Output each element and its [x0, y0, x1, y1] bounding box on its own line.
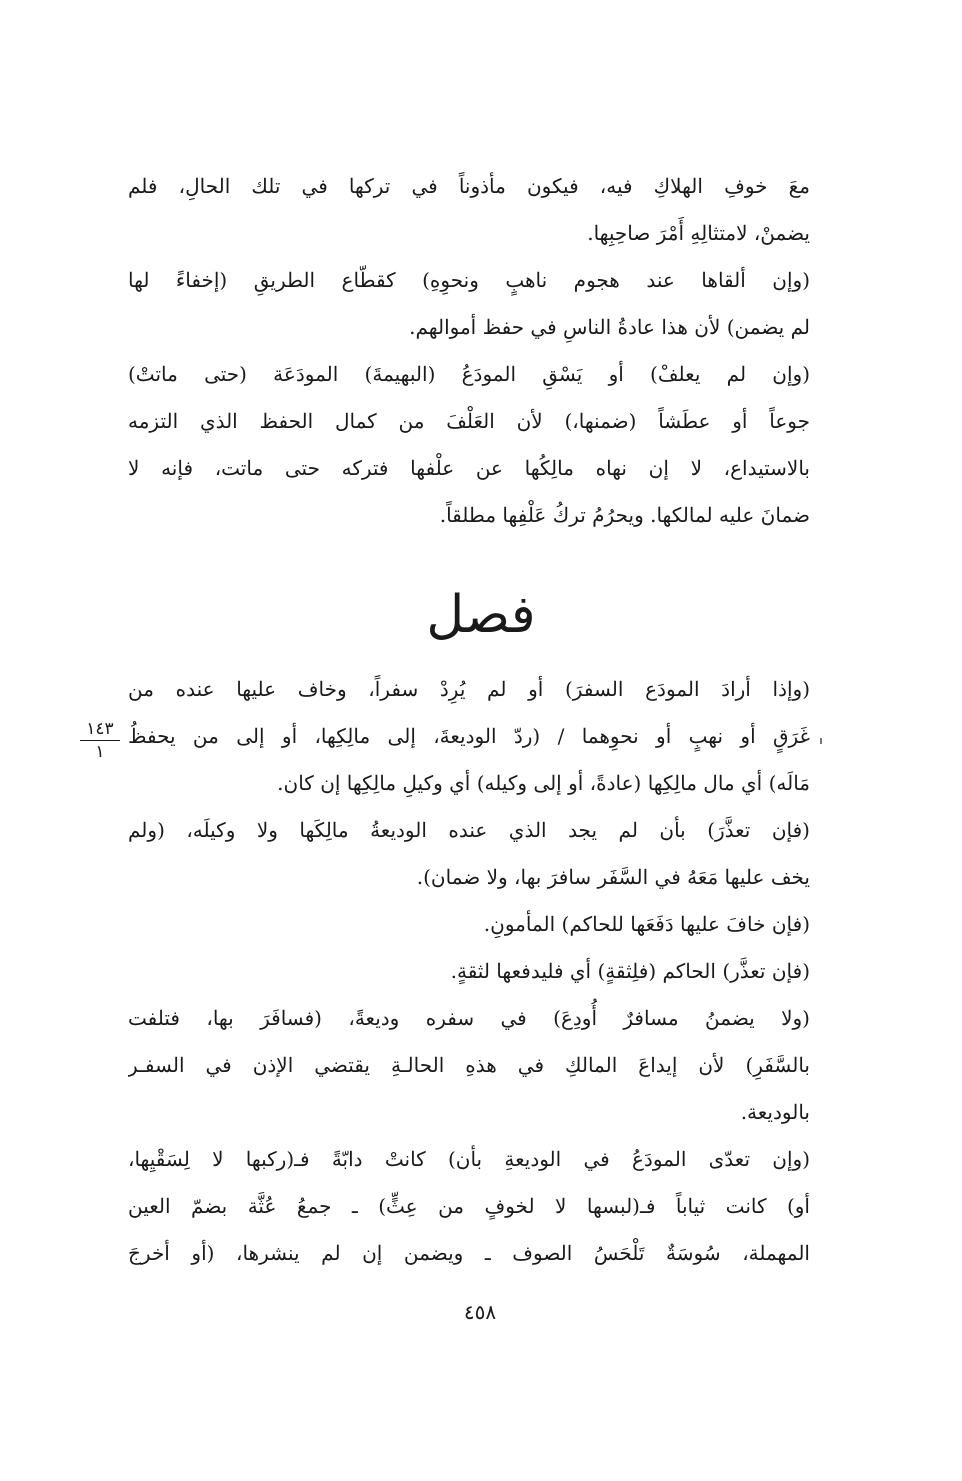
text-line: يخف عليها مَعَهُ في السَّفَر سافرَ بها، ولا ضمان). — [416, 865, 810, 889]
text-line: غَرَقٍ أو نهبٍ أو نحوِهما / (ردّ الوديعةَ، إلى مالِكِها، أو إلى من يحفظُ — [128, 724, 810, 748]
margin-tick-mark — [820, 738, 822, 744]
top-text-block — [128, 163, 810, 539]
text-line: يضمنْ، لامتثالِهِ أَمْرَ صاحِبِها. — [587, 221, 810, 245]
text-line: معَ خوفِ الهلاكِ فيه، فيكون مأذوناً في تركها في تلك الحالِ، فلم — [128, 174, 810, 198]
text-line: المهملة، سُوسَةٌ تَلْحَسُ الصوف ـ ويضمن إن لم ينشرها، (أو أخرجَ — [128, 1241, 810, 1265]
text-line: (فإن خافَ عليها دَفَعَها للحاكم) المأمونِ. — [483, 912, 810, 936]
margin-ref-sub: ١ — [95, 742, 105, 762]
text-line: (وإن تعدّى المودَعُ في الوديعةِ بأن) كانتْ دابّةً فـ(ركبها لا لِسَقْيِها، — [128, 1147, 810, 1171]
section-heading: فصل — [426, 585, 536, 645]
text-line: (فإن تعذَّر) الحاكم (فلِثقةٍ) أي فليدفعها لثقةٍ. — [450, 959, 810, 983]
text-line: بالاستيداع، لا إن نهاه مالِكُها عن علْفها فتركه حتى ماتت، فإنه لا — [128, 456, 810, 480]
text-line: بالوديعة. — [740, 1100, 810, 1124]
text-line: جوعاً أو عطَشاً (ضمنها،) لأن العَلْفَ من كمال الحفظ الذي التزمه — [128, 409, 810, 433]
text-line: (ولا يضمنُ مسافرٌ أُودِعَ) في سفره وديعةً، (فسافَرَ بها، فتلفت — [128, 1006, 810, 1030]
text-line: أو) كانت ثياباً فـ(لبسها لا لخوفٍ من عِثٍّ) ـ جمعُ عُثَّة بضمّ العين — [128, 1194, 810, 1218]
text-line: (وإن ألقاها عند هجوم ناهبٍ ونحوِهِ) كقطّاع الطريقِ (إخفاءً لها — [128, 268, 810, 292]
text-line: بالسَّفَرِ) لأن إيداعَ المالكِ في هذهِ الحالـةِ يقتضي الإذن في السفـر — [128, 1053, 810, 1077]
text-line: (وإن لم يعلفْ) أو يَسْقِ المودَعُ (البهيمةَ) المودَعَة (حتى ماتتْ) — [128, 362, 810, 386]
text-line: (فإن تعذَّرَ) بأن لم يجد الذي عنده الوديعةُ مالِكَها ولا وكيلَه، (ولم — [128, 818, 810, 842]
bottom-text-block — [128, 666, 810, 1277]
page-number: ٤٥٨ — [463, 1300, 497, 1324]
text-line: لم يضمن) لأن هذا عادةُ الناسِ في حفظ أموالهم. — [409, 315, 810, 339]
text-line: ضمانَ عليه لمالكها. ويحرُمُ تركُ عَلْفِها مطلقاً. — [439, 503, 810, 527]
margin-ref-number: ١٤٣ — [80, 720, 120, 741]
text-line: مَالَه) أي مال مالِكِها (عادةً، أو إلى وكيله) أي وكيلِ مالِكِها إن كان. — [277, 771, 810, 795]
text-line: (وإذا أرادَ المودَع السفرَ) أو لم يُرِدْ سفراً، وخاف عليها عنده من — [128, 677, 810, 701]
margin-manuscript-reference — [80, 720, 120, 761]
